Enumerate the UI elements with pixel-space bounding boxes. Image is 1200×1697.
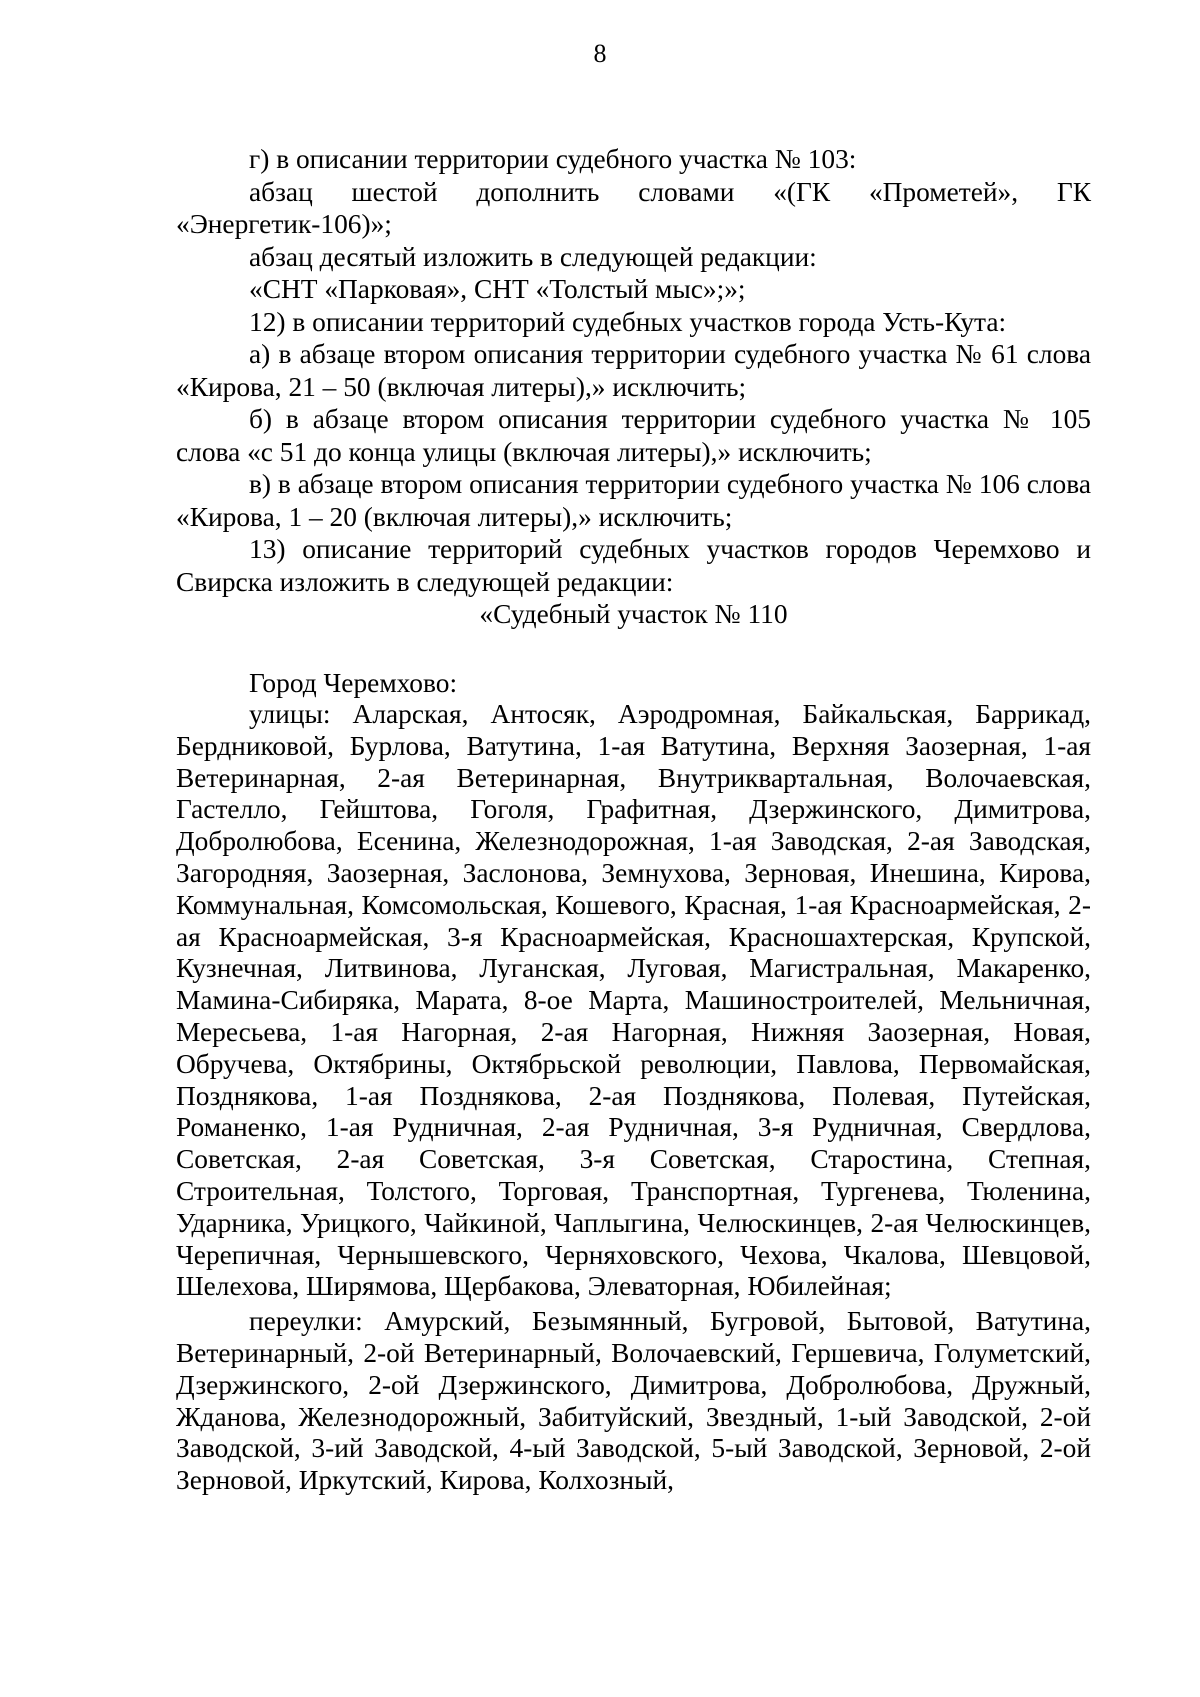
city-label: Город Черемхово: — [249, 667, 458, 698]
paragraph-item-13: 13) описание территорий судебных участков городов Черемхово и Свирска изложить в следующей редакции: — [176, 534, 1091, 597]
paragraph-abzac-shestoj: абзац шестой дополнить словами «(ГК «Прометей», ГК «Энергетик-106)»; — [176, 176, 1091, 239]
paragraph-b-105: б) в абзаце втором описания территории судебного участка № 105 слова «с 51 до конца улицы (включая литеры),» исключить; — [176, 404, 1091, 467]
page-number: 8 — [593, 39, 607, 68]
document-body — [176, 143, 1091, 1497]
paragraph-v-106: в) в абзаце втором описания территории судебного участка № 106 слова «Кирова, 1 – 20 (включая литеры),» исключить; — [176, 469, 1091, 532]
paragraph-abzac-desyatyj: абзац десятый изложить в следующей редакции: — [249, 241, 817, 272]
streets-list: улицы: Аларская, Антосяк, Аэродромная, Байкальская, Баррикад, Бердниковой, Бурлова, Ватутина, 1-ая Ватутина, Верхняя Заозерная, 1-ая Ветеринарная, 2-ая Ветеринарная, Внутриквартальная, Волочаевская, Гастелло, Гейштова, Гоголя, Графитная, Дзержинского, Димитрова, Добролюбова, Есенина, Железнодорожная, 1-ая Заводская, 2-ая Заводская, Загородняя, Заозерная, Заслонова, Земнухова, Зерновая, Инешина, Кирова, Коммунальная, Комсомольская, Кошевого, Красная, 1-ая Красноармейская, 2-ая Красноармейская, 3-я Красноармейская, Красношахтерская, Крупской, Кузнечная, Литвинова, Луганская, Луговая, Магистральная, Макаренко, Мамина-Сибиряка, Марата, 8-ое Марта, Машиностроителей, Мельничная, Мересьева, 1-ая Нагорная, 2-ая Нагорная, Нижняя Заозерная, Новая, Обручева, Октябрины, Октябрьской революции, Павлова, Первомайская, Позднякова, 1-ая Позднякова, 2-ая Позднякова, Полевая, Путейская, Романенко, 1-ая Рудничная, 2-ая Рудничная, 3-я Рудничная, Свердлова, Советская, 2-ая Советская, 3-я Советская, Старостина, Степная, Строительная, Толстого, Торговая, Транспортная, Тургенева, Тюленина, Ударника, Урицкого, Чайкиной, Чаплыгина, Челюскинцев, 2-ая Челюскинцев, Черепичная, Чернышевского, Черняховского, Чехова, Чкалова, Шевцовой, Шелехова, Ширямова, Щербакова, Элеваторная, Юбилейная; — [176, 699, 1091, 1302]
paragraph-item-12: 12) в описании территорий судебных участков города Усть-Кута: — [249, 306, 1007, 337]
lanes-list: переулки: Амурский, Безымянный, Бугровой, Бытовой, Ватутина, Ветеринарный, 2-ой Ветеринарный, Волочаевский, Гершевича, Голуметский, Дзержинского, 2-ой Дзержинского, Димитрова, Добролюбова, Дружный, Жданова, Железнодорожный, Забитуйский, Звездный, 1-ый Заводской, 2-ой Заводской, 3-ий Заводской, 4-ый Заводской, 5-ый Заводской, Зерновой, 2-ой Зерновой, Иркутский, Кирова, Колхозный, — [176, 1306, 1091, 1496]
section-heading: «Судебный участок № 110 — [479, 599, 788, 629]
paragraph-snt: «СНТ «Парковая», СНТ «Толстый мыс»;»; — [249, 274, 746, 304]
paragraph-a-61: а) в абзаце втором описания территории судебного участка № 61 слова «Кирова, 21 – 50 (включая литеры),» исключить; — [176, 339, 1091, 402]
paragraph-g-103: г) в описании территории судебного участка № 103: — [249, 144, 857, 174]
